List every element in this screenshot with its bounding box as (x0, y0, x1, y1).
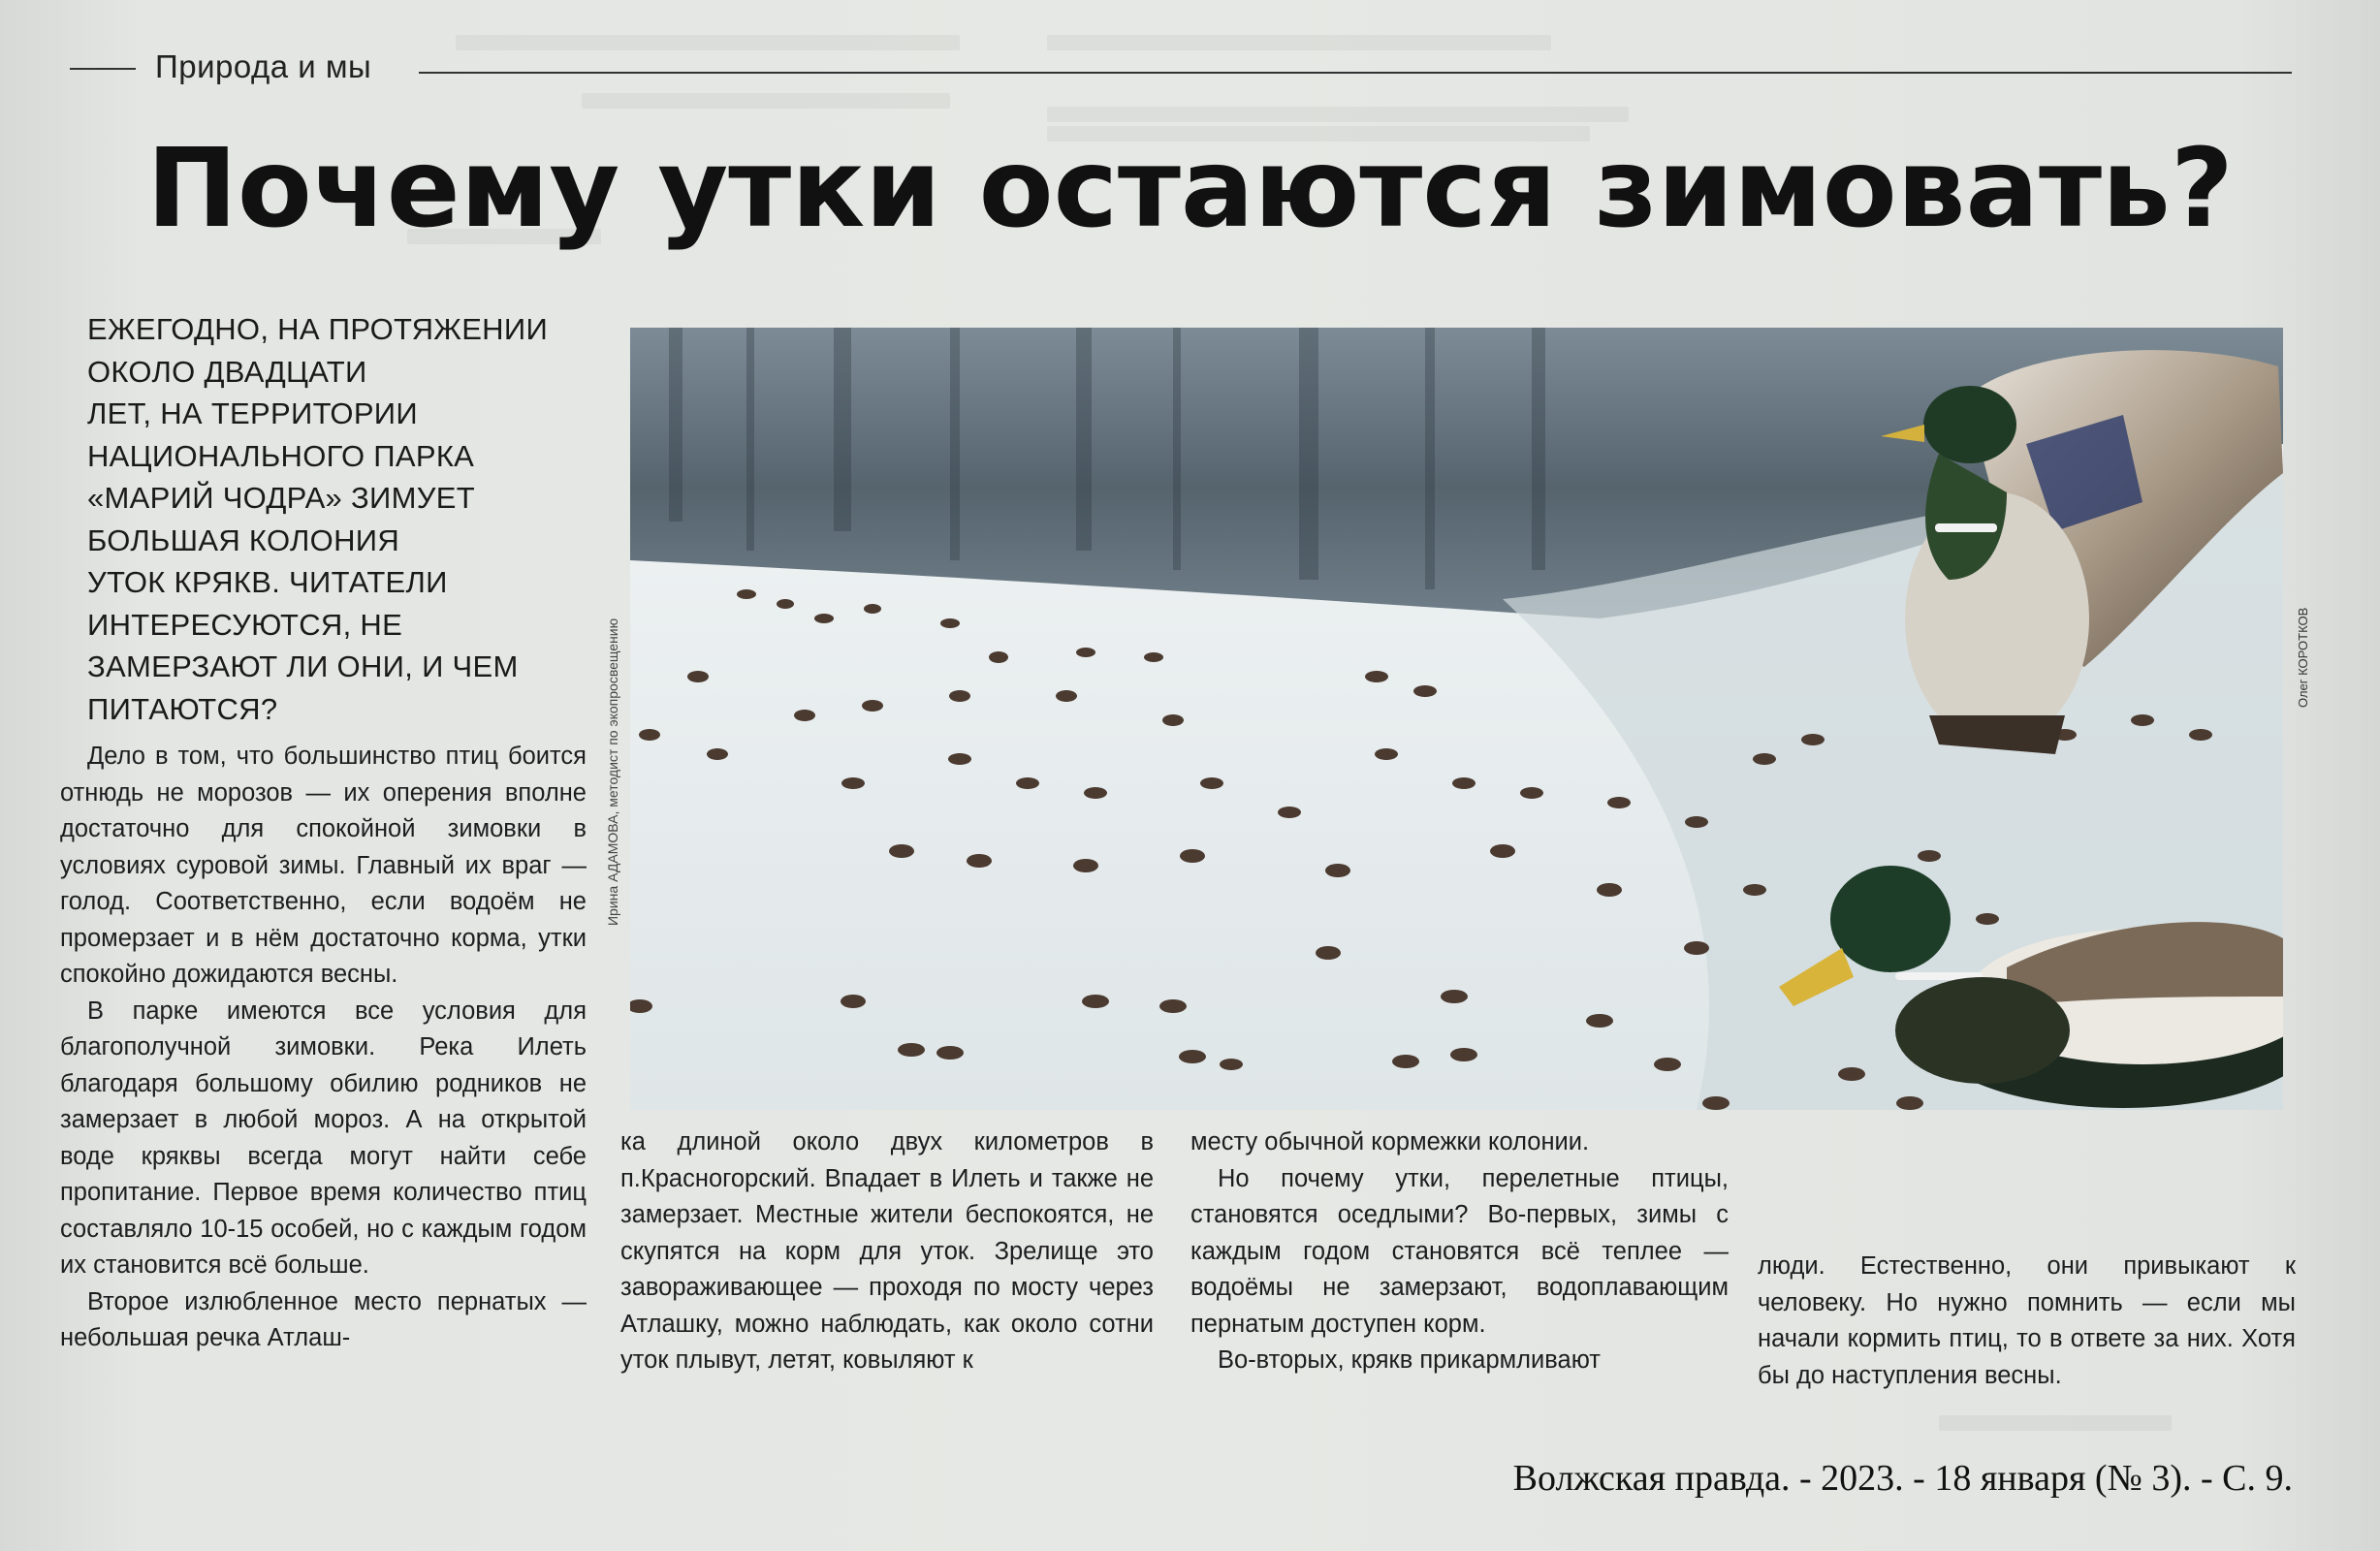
source-caption: Волжская правда. - 2023. - 18 января (№ 3). - С. 9. (1512, 1458, 2293, 1499)
rubric-rule-left (70, 68, 136, 70)
lead-line: «МАРИЙ ЧОДРА» ЗИМУЕТ (87, 481, 475, 515)
paragraph: Во-вторых, крякв прикармливают (1218, 1346, 1601, 1374)
rubric-rule-right (419, 72, 2292, 74)
text-column-3 (1190, 1124, 1729, 1379)
paragraph: люди. Естественно, они привыкают к человеку. Но нужно помнить — если мы начали кормить птиц, то в ответе за них. Хотя бы до наступления весны. (1758, 1252, 2296, 1389)
lead-line: БОЛЬШАЯ КОЛОНИЯ (87, 522, 400, 557)
lead-line: ОКОЛО ДВАДЦАТИ (87, 354, 367, 389)
text-column-4 (1758, 1249, 2296, 1394)
paragraph: В парке имеются все условия для благополучной зимовки. Река Илеть благодаря большому обилию родников не замерзает в любой мороз. А на открытой воде кряквы всегда могут найти себе пропитание. Первое время количество птиц составляло 10-15 особей, но с каждым годом их становится всё больше. (60, 997, 587, 1279)
lead-line: ЗАМЕРЗАЮТ ЛИ ОНИ, И ЧЕМ (87, 649, 519, 683)
lead-line: ИНТЕРЕСУЮТСЯ, НЕ (87, 607, 403, 642)
lead-line: ЛЕТ, НА ТЕРРИТОРИИ (87, 396, 418, 430)
paragraph: Второе излюбленное место пернатых — небольшая речка Атлаш- (60, 1287, 587, 1351)
paragraph: ка длиной около двух километров в п.Красногорский. Впадает в Илеть и также не замерзает. Местные жители беспокоятся, не скупятся на корм для уток. Зрелище это завораживающее — проходя по мосту через Атлашку, можно наблюдать, как около сотни уток плывут, летят, ковыляют к (620, 1128, 1154, 1374)
lead-line: НАЦИОНАЛЬНОГО ПАРКА (87, 438, 475, 473)
lead-line: ЕЖЕГОДНО, НА ПРОТЯЖЕНИИ (87, 312, 549, 346)
paragraph: Но почему утки, перелетные птицы, становятся оседлыми? Во-первых, зимы с каждым годом становятся всё теплее — водоёмы не замерзают, водоплавающим пернатым доступен корм. (1190, 1164, 1729, 1338)
lead-line: УТОК КРЯКВ. ЧИТАТЕЛИ (87, 565, 448, 599)
lead-paragraph (87, 308, 611, 730)
photo-credit-right: Олег КОРОТКОВ (2296, 607, 2310, 708)
text-column-2 (620, 1124, 1154, 1379)
lead-line: ПИТАЮТСЯ? (87, 691, 278, 726)
photo-credit-left: Ирина АДАМОВА, методист по экопросвещению (605, 617, 620, 926)
text-column-1 (60, 739, 587, 1357)
headline: Почему утки остаются зимовать? (146, 126, 2234, 252)
ducks-photo (630, 328, 2283, 1110)
paragraph: Дело в том, что большинство птиц боится отнюдь не морозов — их оперения вполне достаточно для спокойной зимовки в условиях суровой зимы. Главный их враг — голод. Соответственно, если водоём не промерзает и в нём достаточно корма, утки спокойно дожидаются весны. (60, 743, 587, 988)
paragraph: месту обычной кормежки колонии. (1190, 1128, 1590, 1155)
rubric-label: Природа и мы (155, 48, 372, 84)
